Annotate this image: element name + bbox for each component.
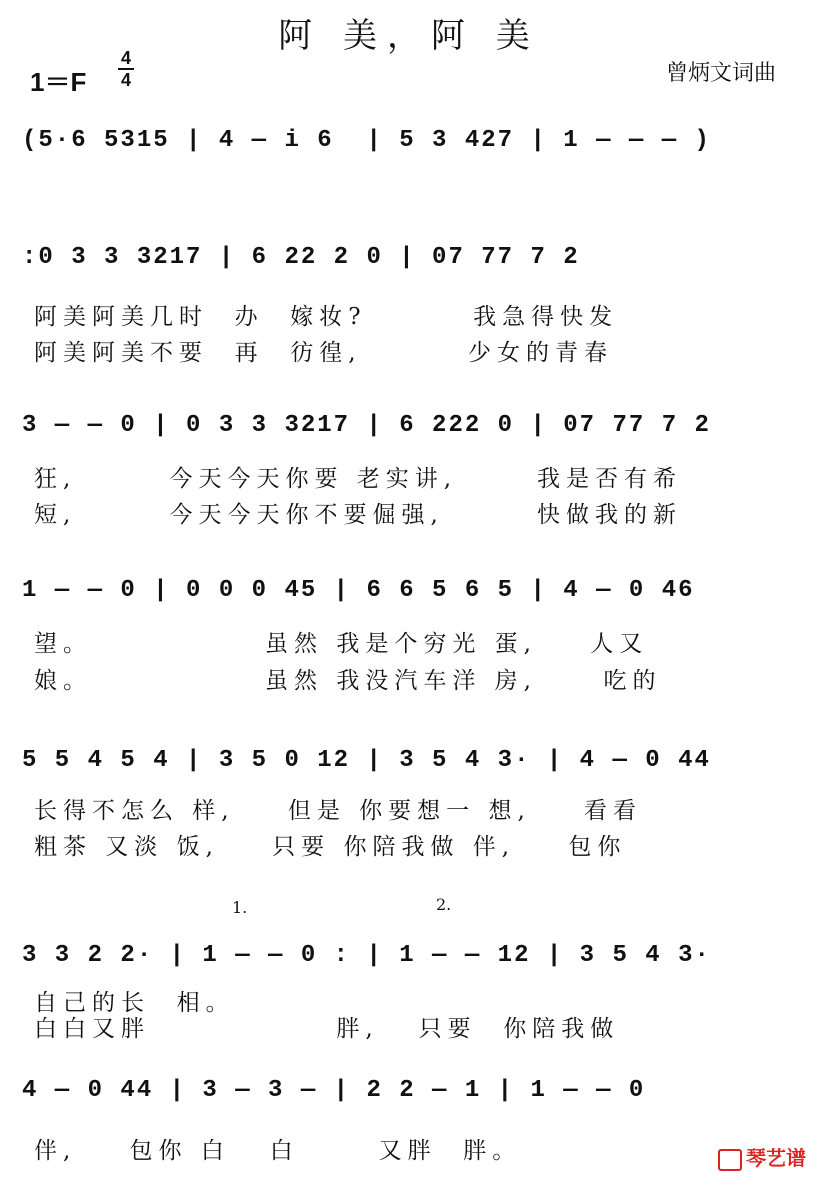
score-line-1 [22,115,808,175]
time-signature-top: 4 [120,48,131,68]
notes: 5 5 4 5 4 | 3 5 0 12 | 3 5 4 3· | 4 — 0 44 [22,747,711,774]
song-title: 阿 美，阿 美 [278,16,540,56]
lyric-row: 白白又胖 胖, 只要 你陪我做 [34,1016,620,1042]
score-line-7 [22,1065,808,1125]
volta-second: 2. [436,895,452,914]
lyric-row: 粗茶 又淡 饭, 只要 你陪我做 伴, 包你 [34,834,627,860]
notes: :0 3 3 3217 | 6 22 2 0 | 07 77 7 2 [22,244,580,271]
notes: 3 — — 0 | 0 3 3 3217 | 6 222 0 | 07 77 7 2 [22,412,711,439]
time-signature [118,48,134,90]
lyric-row: 狂, 今天今天你要 老实讲, 我是否有希 [34,466,682,492]
score-line-4 [22,565,808,625]
notes: 1 — — 0 | 0 0 0 45 | 6 6 5 6 5 | 4 — 0 46 [22,577,695,604]
score-line-5 [22,735,808,795]
logo-icon [718,1149,742,1171]
notes: 3 3 2 2· | 1 — — 0 : | 1 — — 12 | 3 5 4 3· [22,942,711,969]
lyric-row: 阿美阿美不要 再 彷徨, 少女的青春 [34,340,614,366]
score-line-2 [22,232,808,292]
volta-first: 1. [232,898,248,917]
lyric-row: 阿美阿美几时 办 嫁妆? 我急得快发 [34,304,619,330]
score-line-3 [22,400,808,460]
time-signature-bottom: 4 [120,70,131,90]
lyric-row: 短, 今天今天你不要倔强, 快做我的新 [34,502,682,528]
lyric-row: 伴, 包你 白 白 又胖 胖。 [34,1138,522,1164]
watermark-text: 琴艺谱 [746,1148,806,1170]
lyric-row: 自己的长 相。 [34,990,235,1016]
lyric-row: 望。 虽然 我是个穷光 蛋, 人又 [34,631,649,657]
watermark-logo [718,1142,806,1171]
notes: 4 — 0 44 | 3 — 3 — | 2 2 — 1 | 1 — — 0 [22,1077,646,1104]
score-line-6 [22,930,808,990]
notes: (5·6 5315 | 4 — i 6 | 5 3 427 | 1 — — — ) [22,127,711,154]
author: 曾炳文词曲 [665,61,776,86]
key-signature: 1＝F [30,67,87,97]
lyric-row: 娘。 虽然 我没汽车洋 房, 吃的 [34,668,662,694]
lyric-row: 长得不怎么 样, 但是 你要想一 想, 看看 [34,798,643,824]
